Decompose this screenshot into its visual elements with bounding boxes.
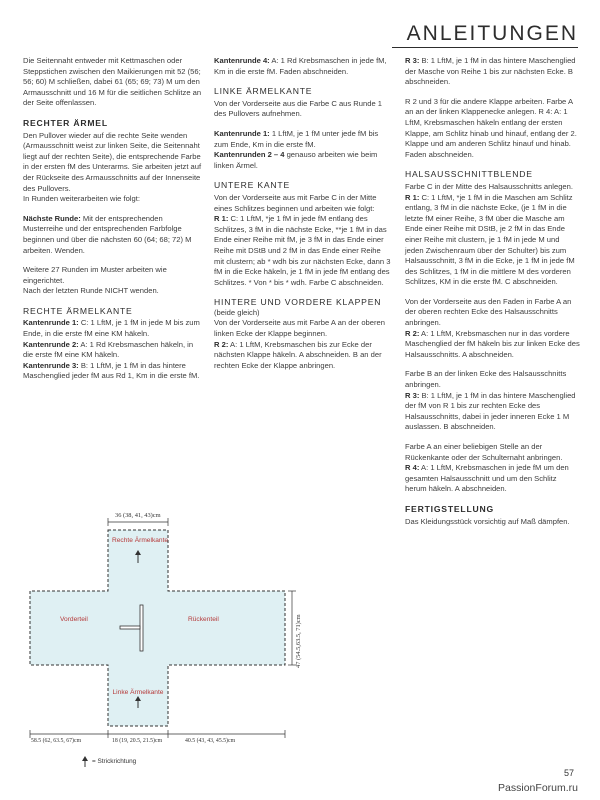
section-heading-neckline: HALSAUSSCHNITTBLENDE [405, 169, 533, 180]
paragraph: Farbe A an einer beliebigen Stelle an der Rückenkante oder der Schulternaht anbringen. [405, 442, 563, 462]
section-heading-left-edge: LINKE ÄRMELKANTE [214, 86, 313, 97]
paragraph: R 2: A: 1 LftM, Krebsmaschen nur in das vordere Maschenglied der fM häkeln bis zur linken Ecke des Halsausschnitts. A abschneiden. [405, 328, 580, 359]
paragraph: Den Pullover wieder auf die rechte Seite wenden (Armausschnitt weist zur linken Seite, die Seitennaht liegt auf der rechten Seite), die entsprechende Farbe in der ersten fM des Unterarms. Sie arbeiten jetzt auf der Rückseite des Armausschnitts auf der Innenseite des Pullovers. [23, 130, 202, 193]
neck-bar-mark [120, 626, 140, 629]
section-heading-flaps: HINTERE UND VORDERE KLAPPEN [214, 297, 382, 308]
paragraph: R 2: A: 1 LftM, Krebsmaschen bis zur Ecke der nächsten Klappe häkeln. A abschneiden. B an der rechten Ecke der Klappe anbringen. [214, 339, 382, 370]
neck-slit-mark [140, 605, 143, 651]
dimension-bottom-mid-label: 18 (19, 20.5, 21.5)cm [112, 738, 163, 744]
paragraph: R 4: A: 1 LftM, Krebsmaschen in jede fM um den gesamten Halsausschnitt und um den Schlitz herum häkeln. A abschneiden. [405, 463, 569, 494]
paragraph: Die Seitennaht entweder mit Kettmaschen oder Steppstichen zwischen den Maikierungen mit 52 (56; 56; 60) M schließen, dabei 61 (65; 69; 73) M um den Armausschnitt und 16 M für die seitlichen Schlitze an der Seite offenlassen. [23, 56, 202, 108]
paragraph: Das Kleidungsstück vorsichtig auf Maß dämpfen. [405, 516, 570, 526]
label: Nächste Runde: [23, 213, 81, 223]
paragraph: Von der Vorderseite aus mit Farbe A an der oberen linken Ecke der Klappe beginnen. [214, 318, 385, 339]
paragraph: R 1: C: 1 LftM, *je 1 fM in jede fM entlang des Schlitzes, 3 fM in die nächste Ecke, **je 1 fM in das Ende einer Reihe mit fM, je 3 fM in das Ende einer Reihe mit DStB und 2 fM in das Ende einer Reihe mit clustern; ab * wdh bis zur nächsten Ecke, dann 3 fM in die Ecke häkeln, je 1 fM in jede fM entlang des Schlitzes. * Von * bis * wdh. Farbe C abschneiden. [214, 214, 391, 287]
garment-schematic [20, 505, 310, 795]
column-1 [23, 56, 203, 391]
paragraph: Kantenrunde 1: 1 LftM, je 1 fM unter jede fM bis zum Ende, Km in die erste fM. [214, 128, 379, 149]
paragraph: Von der Vorderseite aus mit Farbe C in der Mitte eines Schlitzes beginnen und arbeiten wie folgt: [214, 192, 377, 213]
dimension-right-label: 47 (54.5,63.5, 71)cm [295, 614, 302, 668]
legend-label: = Strickrichtung [92, 758, 137, 765]
dimension-bottom-right-label: 40.5 (43, 43, 45.5)cm [185, 738, 236, 744]
paragraph: Nach der letzten Runde NICHT wenden. [23, 286, 159, 296]
paragraph: Kantenrunde 2: A: 1 Rd Krebsmaschen häkeln, in die erste fM eine KM häkeln. [23, 339, 194, 360]
site-watermark: PassionForum.ru [498, 782, 578, 794]
section-heading-lower-edge: UNTERE KANTE [214, 180, 290, 191]
dimension-bottom-left-label: 58.5 (62, 63.5, 67)cm [31, 738, 82, 744]
paragraph: In Runden weiterarbeiten wie folgt: [23, 194, 140, 204]
paragraph: R 2 und 3 für die andere Klappe arbeiten. Farbe A an an der linken Klappenecke anlegen. R 4: A: 1 LftM, Krebsmaschen häkeln entlang der ersten Klappe, am Schlitz hinab und hinauf, entlang der 2. Klappe und am anderen Schlitz hinauf und hinab. Faden abschneiden. [405, 96, 577, 159]
paragraph: Kantenrunden 2 – 4 genauso arbeiten wie beim linken Ärmel. [214, 150, 378, 170]
label-front: Vorderteil [60, 616, 88, 623]
paragraph: Farbe B an der linken Ecke des Halsausschnitts anbringen. [405, 369, 567, 390]
paragraph: R 3: B: 1 LftM, je 1 fM in das hintere Maschenglied der Masche von Reihe 1 bis zur nächsten Ecke. B abschneiden. [405, 56, 576, 87]
section-heading-right-sleeve: RECHTER ÄRMEL [23, 117, 108, 128]
label-left-sleeve-edge: Linke Ärmelkante [112, 689, 164, 696]
header-divider [392, 47, 578, 48]
label-back: Rückenteil [188, 616, 219, 623]
paragraph: Von der Vorderseite aus die Farbe C aus Runde 1 des Pullovers aufnehmen. [214, 98, 383, 119]
page-number: 57 [563, 768, 574, 778]
paragraph: R 1: C: 1 LftM, *je 1 fM in die Maschen am Schlitz entlang, 3 fM in die nächste Ecke, (je 1 fM in die letzte fM einer Reihe, 3 fM über die Masche am Ende einer Reihe mit DStB, je 2 fM in das Ende einer Reihe mit clustern, je 1 fM in jede M und jeden Zwischenraum über der Schulter) bis zum Halsausschnitt, 3 fM in die Ecke, je 1 fM in jede fM des Schlitzes, 1 fM in die mittlere M des vorderen Schlitzes, KM in die erste fM. C abschneiden. [405, 192, 575, 287]
paragraph: R 3: B: 1 LftM, je 1 fM in das hintere Maschenglied der fM von R 1 bis zur rechten Ecke des Halsausschnitts, dabei in jeder inneren Ecke 1 M auslassen. B abschneiden. [405, 390, 576, 432]
paragraph: Kantenrunde 3: B: 1 LftM, je 1 fM in das hintere Maschenglied jeder fM aus Rd 1, Km in die erste fM. [23, 360, 200, 381]
section-heading-right-edge: RECHTE ÄRMELKANTE [23, 305, 133, 316]
paragraph: Weitere 27 Runden im Muster arbeiten wie eingerichtet. [23, 265, 167, 285]
column-2 [214, 56, 392, 380]
column-3 [405, 56, 580, 536]
paragraph: Kantenrunde 1: C: 1 LftM, je 1 fM in jede M bis zum Ende, in die erste fM eine KM häkeln. [23, 318, 200, 339]
page-title: ANLEITUNGEN [406, 22, 578, 45]
paragraph: Kantenrunde 4: A: 1 Rd Krebsmaschen in jede fM, Km in die erste fM. Faden abschneiden. [214, 56, 387, 76]
label-right-sleeve-edge: Rechte Ärmelkante [112, 537, 169, 544]
dimension-top-label: 36 (38, 41, 43)cm [115, 512, 161, 519]
subheading: (beide gleich) [214, 307, 260, 317]
paragraph: Nächste Runde: Mit der entsprechenden Musterreihe und der entsprechenden Farbfolge beginnen und über die nächsten 60 (64; 68; 72) M arbeiten. Wenden. [23, 213, 192, 255]
paragraph: Von der Vorderseite aus den Faden in Farbe A an der oberen rechten Ecke des Halsausschnitts anbringen. [405, 296, 572, 328]
paragraph: Farbe C in der Mitte des Halsausschnitts anlegen. [405, 181, 573, 191]
section-heading-finishing: FERTIGSTELLUNG [405, 503, 495, 514]
schematic-drawing [20, 505, 310, 795]
